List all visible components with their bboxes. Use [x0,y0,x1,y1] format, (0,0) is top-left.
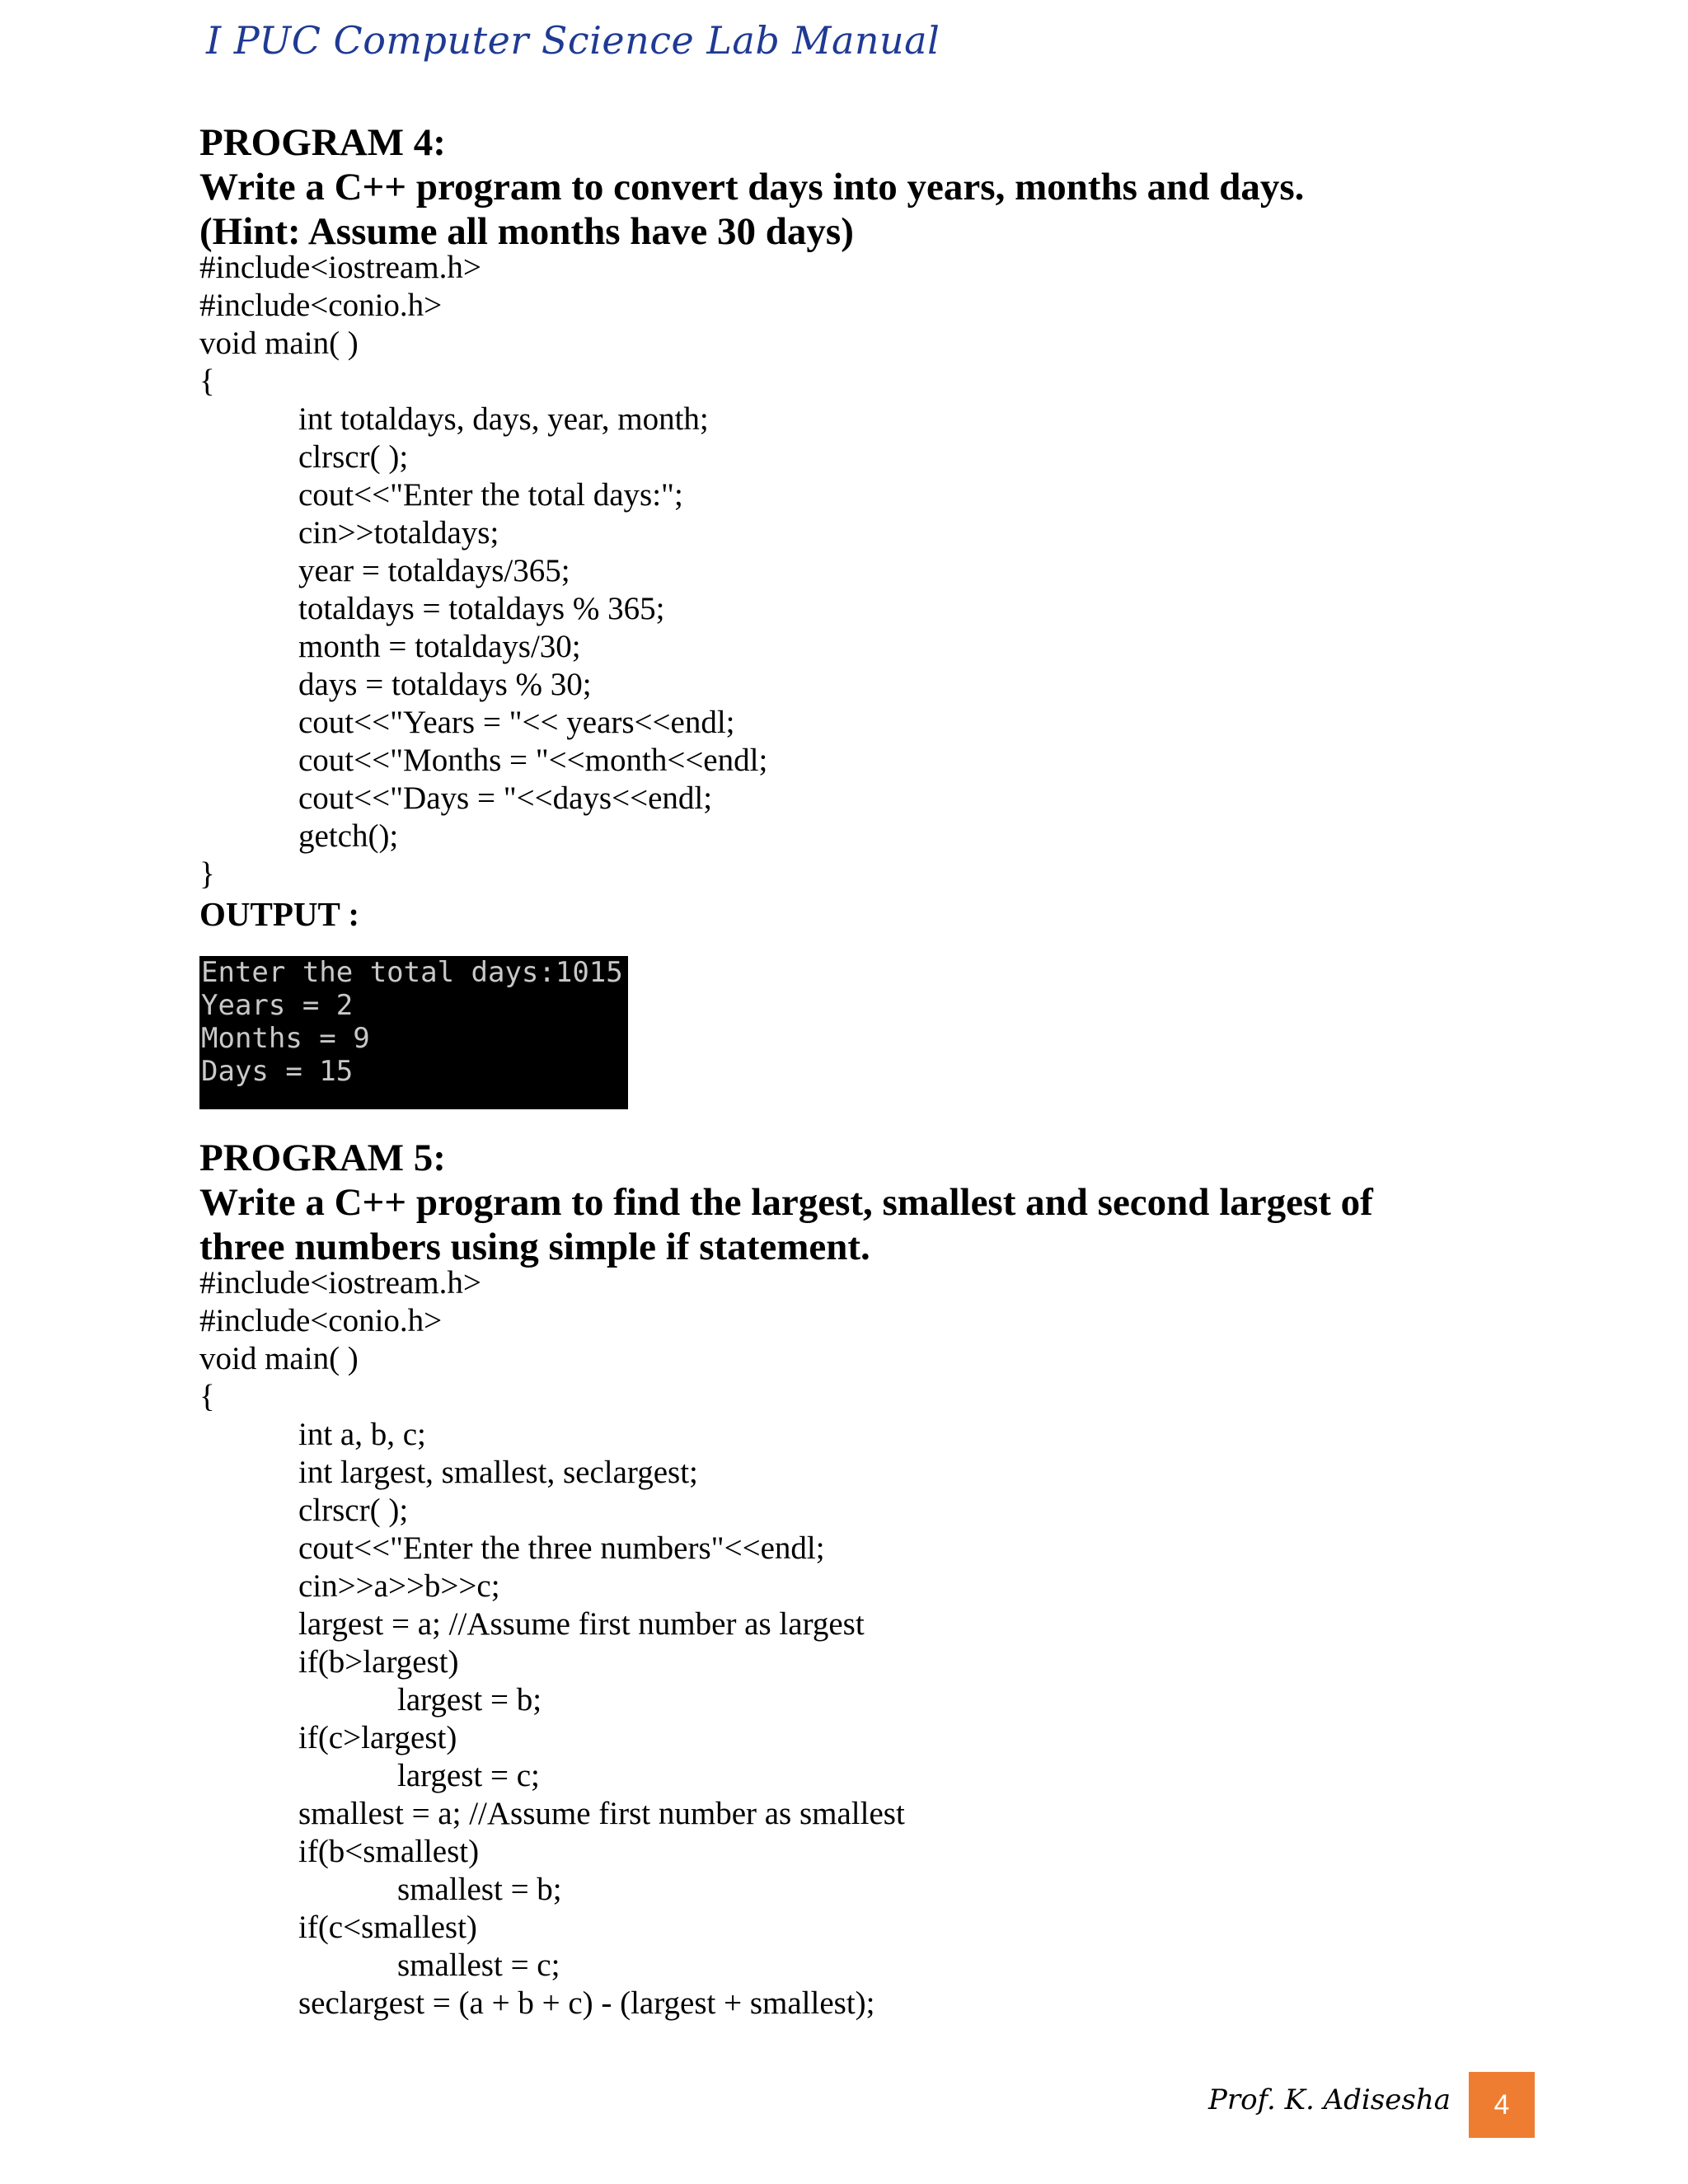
code-line: seclargest = (a + b + c) - (largest + smallest); [298,1985,875,2021]
code-line: smallest = a; //Assume first number as smallest [298,1796,905,1831]
code-line: } [199,856,215,892]
code-line: year = totaldays/365; [298,553,570,588]
code-line: largest = a; //Assume first number as largest [298,1606,865,1642]
code-line: cin>>a>>b>>c; [298,1568,500,1604]
console-line: Months = 9 [201,1022,370,1055]
code-line: smallest = b; [397,1872,562,1907]
code-line: int a, b, c; [298,1417,426,1452]
program-4-title: PROGRAM 4: [199,121,446,164]
code-line: #include<iostream.h> [199,250,481,285]
code-line: int largest, smallest, seclargest; [298,1455,698,1490]
code-line: int totaldays, days, year, month; [298,401,709,437]
program-4-description: Write a C++ program to convert days into years, months and days. [199,166,1305,209]
code-line: month = totaldays/30; [298,629,581,664]
code-line: clrscr( ); [298,1493,409,1528]
program-5-code-block [199,1264,905,2022]
program-4-hint: (Hint: Assume all months have 30 days) [199,210,854,253]
code-line: totaldays = totaldays % 365; [298,591,665,626]
code-line: void main( ) [199,1341,359,1376]
code-line: cout<<"Years = "<< years<<endl; [298,705,735,740]
code-line: #include<conio.h> [199,288,443,323]
code-line: if(c>largest) [298,1720,457,1755]
code-line: { [199,363,215,399]
code-line: void main( ) [199,326,359,361]
code-line: largest = b; [397,1682,542,1718]
program-5-title: PROGRAM 5: [199,1137,446,1179]
console-output [199,956,628,1109]
code-line: largest = c; [397,1758,540,1793]
code-line: cout<<"Enter the total days:"; [298,477,683,513]
code-line: cin>>totaldays; [298,515,499,551]
footer-author: Prof. K. Adisesha [1208,2083,1451,2116]
code-line: { [199,1379,215,1414]
page-number-badge: 4 [1469,2072,1535,2138]
program-5-description-cont: three numbers using simple if statement. [199,1226,870,1268]
output-label: OUTPUT : [199,895,360,933]
code-line: clrscr( ); [298,439,409,475]
code-line: days = totaldays % 30; [298,667,592,702]
code-line: #include<iostream.h> [199,1265,481,1301]
code-line: if(b<smallest) [298,1834,480,1869]
code-line: getch(); [298,818,399,854]
code-line: if(b>largest) [298,1644,459,1680]
program-4-code-block [199,249,767,893]
code-line: cout<<"Months = "<<month<<endl; [298,743,768,778]
console-line: Years = 2 [201,989,354,1022]
code-line: smallest = c; [397,1947,560,1983]
code-line: if(c<smallest) [298,1910,477,1945]
console-line: Days = 15 [201,1055,354,1088]
code-line: cout<<"Days = "<<days<<endl; [298,780,713,816]
code-line: #include<conio.h> [199,1303,443,1338]
program-5-description: Write a C++ program to find the largest, smallest and second largest of [199,1181,1373,1224]
code-line: cout<<"Enter the three numbers"<<endl; [298,1530,825,1566]
console-line: Enter the total days:1015 [201,956,623,989]
page-header-title: I PUC Computer Science Lab Manual [206,18,940,63]
